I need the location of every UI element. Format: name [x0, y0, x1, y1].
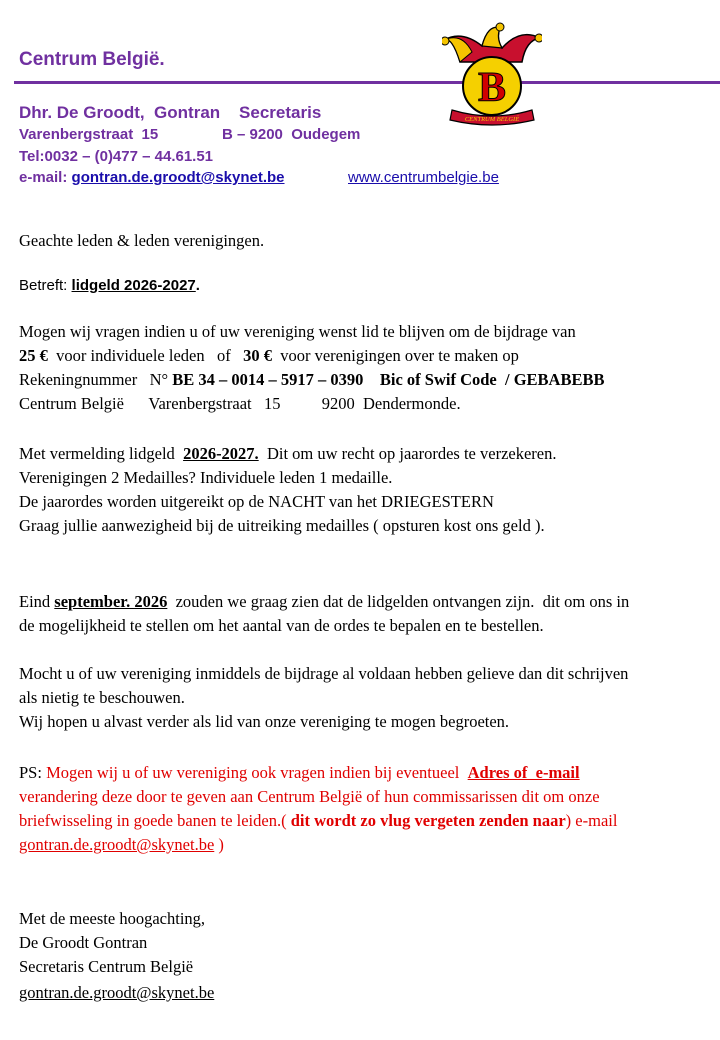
text: Rekeningnummer N°: [19, 370, 173, 389]
paragraph-2-line-1: [19, 442, 556, 466]
text: Dit om uw recht op jaarordes te verzekeren.: [258, 444, 557, 463]
signature-title: Secretaris Centrum België: [19, 957, 194, 976]
paragraph-1-line-3: [19, 368, 605, 392]
paragraph-2-line-4: Graag jullie aanwezigheid bij de uitreiking medailles ( opsturen kost ons geld ).: [19, 516, 545, 535]
text: Met vermelding lidgeld: [19, 444, 184, 463]
organization-title: Centrum België.: [19, 49, 165, 70]
ps-line-2: verandering deze door te geven aan Centrum België of hun commissarissen dit om onze: [19, 787, 600, 806]
subject-line: [19, 273, 200, 298]
paragraph-1-line-4: Centrum België Varenbergstraat 15 9200 Dendermonde.: [19, 394, 461, 413]
signature-name: De Groodt Gontran: [19, 933, 148, 952]
signature-email-link[interactable]: gontran.de.groodt@skynet.be: [19, 983, 215, 1002]
header-divider: [14, 81, 720, 84]
text: voor verenigingen over te maken op: [271, 346, 519, 365]
account-number: BE 34 – 0014 – 5917 – 0390 Bic of Swif Code / GEBABEBB: [172, 370, 605, 389]
paragraph-3-line-1: [19, 590, 629, 614]
paragraph-2-line-2: Verenigingen 2 Medailles? Individuele leden 1 medaille.: [19, 468, 393, 487]
amount-individual: 25 €: [19, 346, 48, 365]
text: ): [214, 835, 224, 854]
email-label: e-mail:: [19, 169, 68, 186]
paragraph-4-line-2: als nietig te beschouwen.: [19, 688, 185, 707]
email-line: [19, 169, 285, 186]
paragraph-4-line-1: Mocht u of uw vereniging inmiddels de bijdrage al voldaan hebben gelieve dan dit schrijven: [19, 664, 629, 683]
header-email-link[interactable]: gontran.de.groodt@skynet.be: [71, 169, 285, 186]
subject-end: .: [195, 277, 200, 294]
amount-association: 30 €: [238, 346, 272, 365]
subject-label: Betreft:: [19, 277, 72, 294]
logo-ribbon-text: CENTRUM BELGIË: [464, 116, 520, 123]
text: zouden we graag zien dat de lidgelden ontvangen zijn. dit om ons in: [167, 592, 630, 611]
paragraph-1-line-2: [19, 344, 519, 368]
paragraph-4-line-3: Wij hopen u alvast verder als lid van onze vereniging te mogen begroeten.: [19, 712, 510, 731]
deadline: september. 2026: [54, 592, 168, 611]
secretary-name: Dhr. De Groodt, Gontran Secretaris: [19, 103, 322, 122]
telephone: Tel:0032 – (0)477 – 44.61.51: [19, 148, 214, 165]
closing: Met de meeste hoogachting,: [19, 909, 206, 928]
text: Eind: [19, 592, 55, 611]
ps-line-4: [19, 833, 224, 857]
text: ) e-mail: [565, 811, 618, 830]
city: B – 9200 Oudegem: [222, 126, 361, 143]
membership-year: 2026-2027.: [183, 444, 259, 463]
address-line: [19, 126, 361, 143]
ps-line-3: [19, 809, 617, 833]
paragraph-2-line-3: De jaarordes worden uitgereikt op de NACHT van het DRIEGESTERN: [19, 492, 494, 511]
text: briefwisseling in goede banen te leiden.(: [19, 811, 291, 830]
paragraph-1-line-1: Mogen wij vragen indien u of uw vereniging wenst lid te blijven om de bijdrage van: [19, 322, 576, 341]
subject: lidgeld 2026-2027: [71, 277, 196, 294]
paragraph-3-line-2: de mogelijkheid te stellen om het aantal van de ordes te bepalen en te bestellen.: [19, 616, 544, 635]
street: Varenbergstraat 15: [19, 126, 159, 143]
text: voor individuele leden of: [47, 346, 239, 365]
ps-email-link[interactable]: gontran.de.groodt@skynet.be: [19, 835, 215, 854]
logo-letter: B: [477, 65, 507, 111]
address-email-emphasis: Adres of e-mail: [467, 763, 580, 782]
ps-line-1: [19, 761, 580, 785]
text: Mogen wij u of uw vereniging ook vragen indien bij eventueel: [46, 763, 468, 782]
jester-b-logo-icon: [442, 22, 542, 126]
greeting: Geachte leden & leden verenigingen.: [19, 231, 265, 250]
ps-label: PS:: [19, 763, 47, 782]
ps-emphasis: dit wordt zo vlug vergeten zenden naar: [290, 811, 566, 830]
website-link[interactable]: www.centrumbelgie.be: [348, 169, 499, 186]
